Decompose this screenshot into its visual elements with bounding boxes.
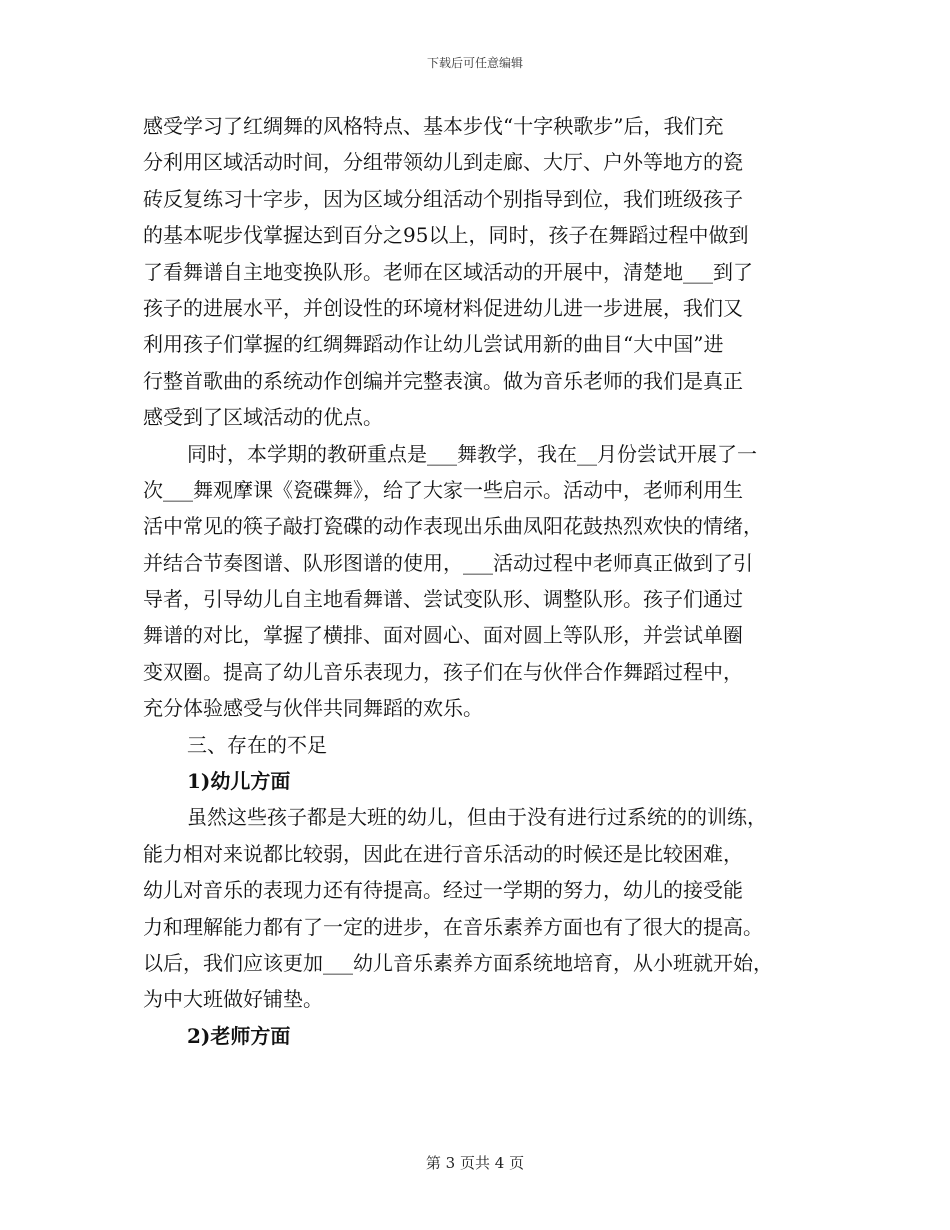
paragraph-line: 并结合节奏图谱、队形图谱的使用，___活动过程中老师真正做到了引 [143,550,753,575]
paragraph-line: 利用孩子们掌握的红绸舞蹈动作让幼儿尝试用新的曲目“大中国”进 [143,332,724,357]
paragraph-line: 了看舞谱自主地变换队形。老师在区域活动的开展中，清楚地___到了 [143,259,753,284]
paragraph-line: 充分体验感受与伙伴共同舞蹈的欢乐。 [143,696,483,721]
paragraph-line: 同时，本学期的教研重点是___舞教学，我在__月份尝试开展了一 [187,441,757,466]
subsection-heading: 2)老师方面 [187,1023,291,1048]
paragraph-line: 砖反复练习十字步，因为区域分组活动个别指导到位，我们班级孩子 [143,186,743,211]
paragraph-line: 能力相对来说都比较弱，因此在进行音乐活动的时候还是比较困难， [143,841,743,866]
paragraph-line: 以后，我们应该更加___幼儿音乐素养方面系统地培育，从小班就开始， [143,950,773,975]
paragraph-line: 感受学习了红绸舞的风格特点、基本步伐“十字秧歌步”后，我们充 [143,114,724,138]
paragraph-line: 的基本呢步伐掌握达到百分之95以上，同时，孩子在舞蹈过程中做到 [143,223,749,248]
paragraph-line: 幼儿对音乐的表现力还有待提高。经过一学期的努力，幼儿的接受能 [143,878,743,903]
document-body [143,108,843,1054]
paragraph-line: 行整首歌曲的系统动作创编并完整表演。做为音乐老师的我们是真正 [143,368,743,393]
paragraph-line: 活中常见的筷子敲打瓷碟的动作表现出乐曲凤阳花鼓热烈欢快的情绪， [143,514,763,539]
section-heading: 三、存在的不足 [187,732,327,757]
page-header: 下载后可任意编辑 [426,56,523,70]
paragraph-line: 虽然这些孩子都是大班的幼儿，但由于没有进行过系统的的训练， [187,805,767,830]
paragraph-line: 感受到了区域活动的优点。 [143,405,383,430]
paragraph-line: 孩子的进展水平，并创设性的环境材料促进幼儿进一步进展，我们又 [143,295,743,320]
paragraph-line: 为中大班做好铺垫。 [143,987,323,1012]
paragraph-line: 变双圈。提高了幼儿音乐表现力，孩子们在与伙伴合作舞蹈过程中， [143,659,743,684]
page-footer: 第 3 页共 4 页 [425,1154,525,1172]
paragraph-line: 分利用区域活动时间，分组带领幼儿到走廊、大厅、户外等地方的瓷 [143,150,743,175]
paragraph-line: 舞谱的对比，掌握了横排、面对圆心、面对圆上等队形，并尝试单圈 [143,623,743,648]
paragraph-line: 力和理解能力都有了一定的进步，在音乐素养方面也有了很大的提高。 [143,914,763,939]
paragraph-line: 次___舞观摩课《瓷碟舞》，给了大家一些启示。活动中，老师利用生 [143,477,743,502]
subsection-heading: 1)幼儿方面 [187,769,291,794]
paragraph-line: 导者，引导幼儿自主地看舞谱、尝试变队形、调整队形。孩子们通过 [143,587,743,612]
